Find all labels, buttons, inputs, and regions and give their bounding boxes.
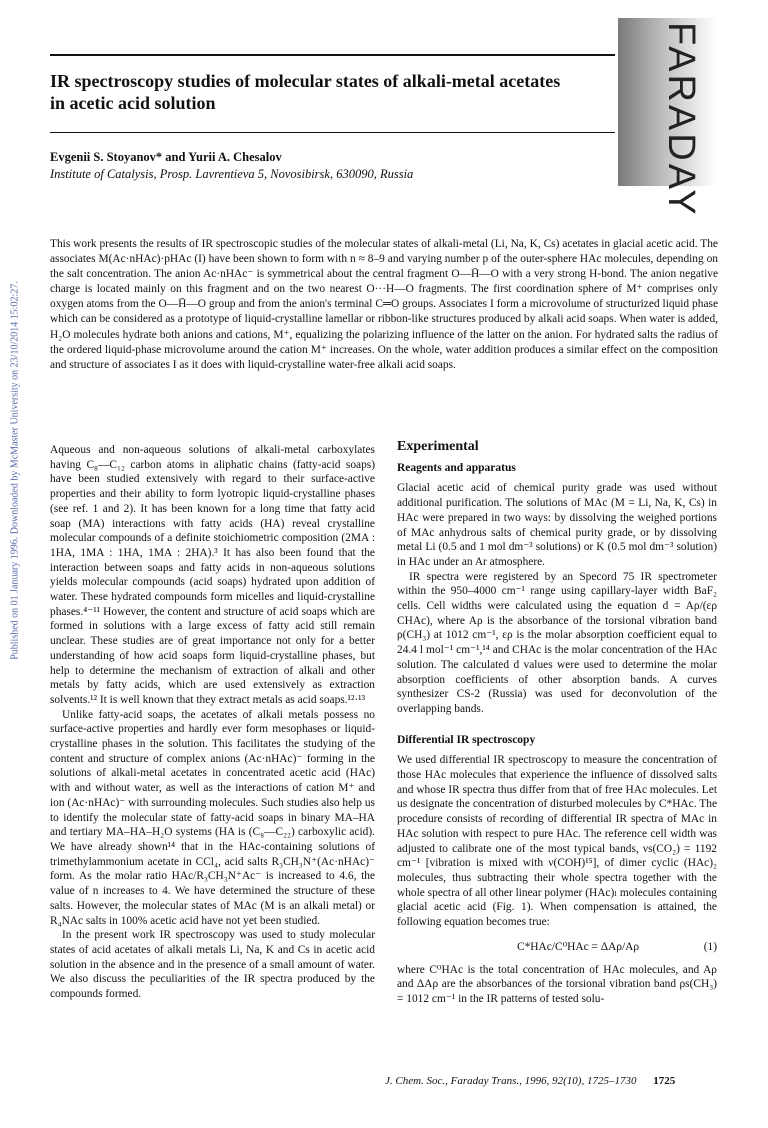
section-heading-experimental: Experimental	[397, 439, 479, 454]
page-number: 1725	[653, 1075, 676, 1087]
footer-citation: J. Chem. Soc., Faraday Trans., 1996, 92(10), 1725–1730	[385, 1075, 637, 1087]
abstract: This work presents the results of IR spectroscopic studies of the molecular states of alkali-metal (Li, Na, K, Cs) acetates in glacial acetic acid. The associates M(Ac·nHAc)·pHAc (I) have been shown to form with n ≈ 8–9 and varying number p of the outer-sphere HAc molecules, depending on the salt concentration. The anion Ac·nHAc⁻ is symmetrical about the central fragment O—H̄—O with a very strong H-bond. The anion negative charge is located mainly on this fragment and on the two nearest O···H—O fragments. The first coordination sphere of M⁺ comprises only oxygen atoms from the O—H̄—O group and from the anion's terminal C═O groups. Associates I form a microvolume of structurized liquid phase which can be considered as a prototype of liquid-crystalline lamellar or ribbon-like structures produced by alkali acid soaps. When water is added, H₂O molecules hydrate both anions and cations, M⁺, equalizing the polarizing influence of the latter on the anion. For hydrated salts the radius of the ordered liquid-phase microvolume around the cation M⁺ increases. On the whole, water addition produces a similar effect on the composition and structure of associates I as it does with liquid-crystalline water-free alkali acid soaps.	[50, 238, 718, 371]
journal-mark: FARADAY	[660, 22, 702, 218]
experimental-paragraph-2: IR spectra were registered by an Specord 75 IR spectrometer within the 950–4000 cm⁻¹ range using capillary-layer width BaF₂ cells. Cell widths were calculated using the equation d = Aρ/(ερ CHAc), where Aρ is the absorbance of the torsional vibration band ρ(CH₃) at 1012 cm⁻¹, ερ is the molar absorption coefficient equal to 24.4 l mol⁻¹ cm⁻¹,¹⁴ and CHAc is the molar concentration of the HAc solution. The calculated d values were used to determine the molar absorption coefficients of other absorption bands. A curves synthesizer CS-2 (Russia) was used for deconvolution of the overlapping bands.	[397, 570, 717, 715]
left-column	[50, 443, 375, 1002]
page-footer	[385, 1075, 675, 1087]
intro-paragraph-3: In the present work IR spectroscopy was used to study molecular states of acid acetates of alkali metals Li, Na, K and Cs in acetic acid solution in the absence and in the presence of a small amount of water. We also discuss the peculiarities of the IR spectra produced by the compounds formed.	[50, 929, 375, 1001]
differential-paragraph-1: We used differential IR spectroscopy to measure the concentration of those HAc molecules that experience the influence of dissolved salts and whose IR spectra thus differ from that of free HAc molecules. Let us designate the concentration of disturbed molecules by C*HAc. The procedure consists of recording of differential IR spectra of MAc in HAc solution with respect to pure HAc. The reference cell width was adjusted to calibrate one of the most typical bands, νs(CO₂) = 1192 cm⁻¹ [vibration is mixed with ν(COH)¹⁵], of dimer cyclic (HAc)₂ molecules, thus subtracting their whole spectra together with the whole spectra of all other linear polymer (HAc)ₗ molecules containing glacial acetic acid (Fig. 1). When compensation is attained, the following equation becomes true:	[397, 754, 718, 929]
right-column	[397, 440, 717, 1007]
equation-body: C*HAc/C⁰HAc = ΔAρ/Aρ	[517, 940, 640, 953]
affiliation: Institute of Catalysis, Prosp. Lavrentieva 5, Novosibirsk, 630090, Russia	[50, 167, 414, 181]
title-rule	[50, 132, 615, 133]
equation-1	[397, 940, 717, 955]
authors: Evgenii S. Stoyanov* and Yurii A. Chesalov	[50, 150, 282, 164]
experimental-paragraph-1: Glacial acetic acid of chemical purity grade was used without additional purification. The solutions of MAc (M = Li, Na, K, Cs) in HAc were prepared in two ways: by dissolving the weighed portions of MAc anhydrous salts of chemical purity grade, or by dissolving metal Li (0.5 and 1 mol dm⁻³ solutions) or K (0.5 mol dm⁻³ solution) in HAc under an Ar atmosphere.	[397, 482, 717, 568]
intro-paragraph-1: Aqueous and non-aqueous solutions of alkali-metal carboxylates having C₈—C₁₂ carbon atoms in aliphatic chains (fatty-acid soaps) have been studied extensively with regard to their surface-active properties and their ability to form lyotropic liquid-crystalline phases (see ref. 1 and 2). It has been known for a long time that fatty acid soap (MA) interactions with fatty acids (HA) reveal crystalline molecular compounds of a definite stoichiometric composition (2MA : 1HA, 1MA : 1HA, 1MA : 2HA).³ It has also been found that the interaction between soaps and fatty acids in non-aqueous solutions yields molecular compounds (acid soaps) hydrated upon addition of water. These hydrated compounds form micelles and liquid-crystalline phases.⁴⁻¹¹ However, the content and structure of acid soaps which are formed in solutions with a large excess of fatty acid still remain unclear. These studies are of great importance not only for a better understanding of how acid soaps form liquid-crystalline phases, but help to determine the mechanism of extraction of alkali and other metals by fatty acids, which are used extensively as extraction solvents.¹² It is well known that they extract metals as acid soaps.¹²·¹³	[50, 444, 375, 706]
intro-paragraph-2: Unlike fatty-acid soaps, the acetates of alkali metals possess no surface-active properties and hardly ever form mesophases or liquid-crystalline phases in the solution. This facilitates the studying of the content and structure of complex anions (Ac·nHAc)⁻ forming in the solutions of alkali-metal acetates in concentrated acetic acid (HAc) with and without water, as well as the interactions of cation M⁺ and ion (Ac·nHAc)⁻ with surrounding molecules. Such studies also help us to identify the molecular state of fatty-acid soaps in binary MA–HA and tertiary MA–HA–H₂O systems (HA is (C₈—C₂₂) carboxylic acid). We have already shown¹⁴ that in the HAc-containing solutions of trimethylammonium acetate in CCl₄, acid salts R₃CH₃N⁺(Ac·nHAc)⁻ form. As the molar ratio HAc/R₃CH₃N⁺Ac⁻ is increased to 4.6, the value of n increases to 4. We have determined the structure of these salts. However, the molecular states of MAc (M is an alkali metal) or R₄NAc salts in 100% acetic acid have not yet been studied.	[50, 708, 375, 927]
equation-number: (1)	[703, 940, 717, 953]
subheading-reagents: Reagents and apparatus	[397, 461, 516, 474]
subheading-differential: Differential IR spectroscopy	[397, 733, 536, 746]
top-rule	[50, 54, 615, 56]
article-title: IR spectroscopy studies of molecular states of alkali-metal acetates in acetic acid solution	[50, 71, 561, 113]
differential-paragraph-2: where C⁰HAc is the total concentration of HAc molecules, and Aρ and ΔAρ are the absorbances of the torsional vibration band ρs(CH₃) = 1012 cm⁻¹ in the IR patterns of tested solu-	[397, 963, 717, 1005]
publication-side-note: Published on 01 January 1996. Downloaded by McMaster University on 23/10/2014 15:02:27.	[9, 281, 21, 660]
